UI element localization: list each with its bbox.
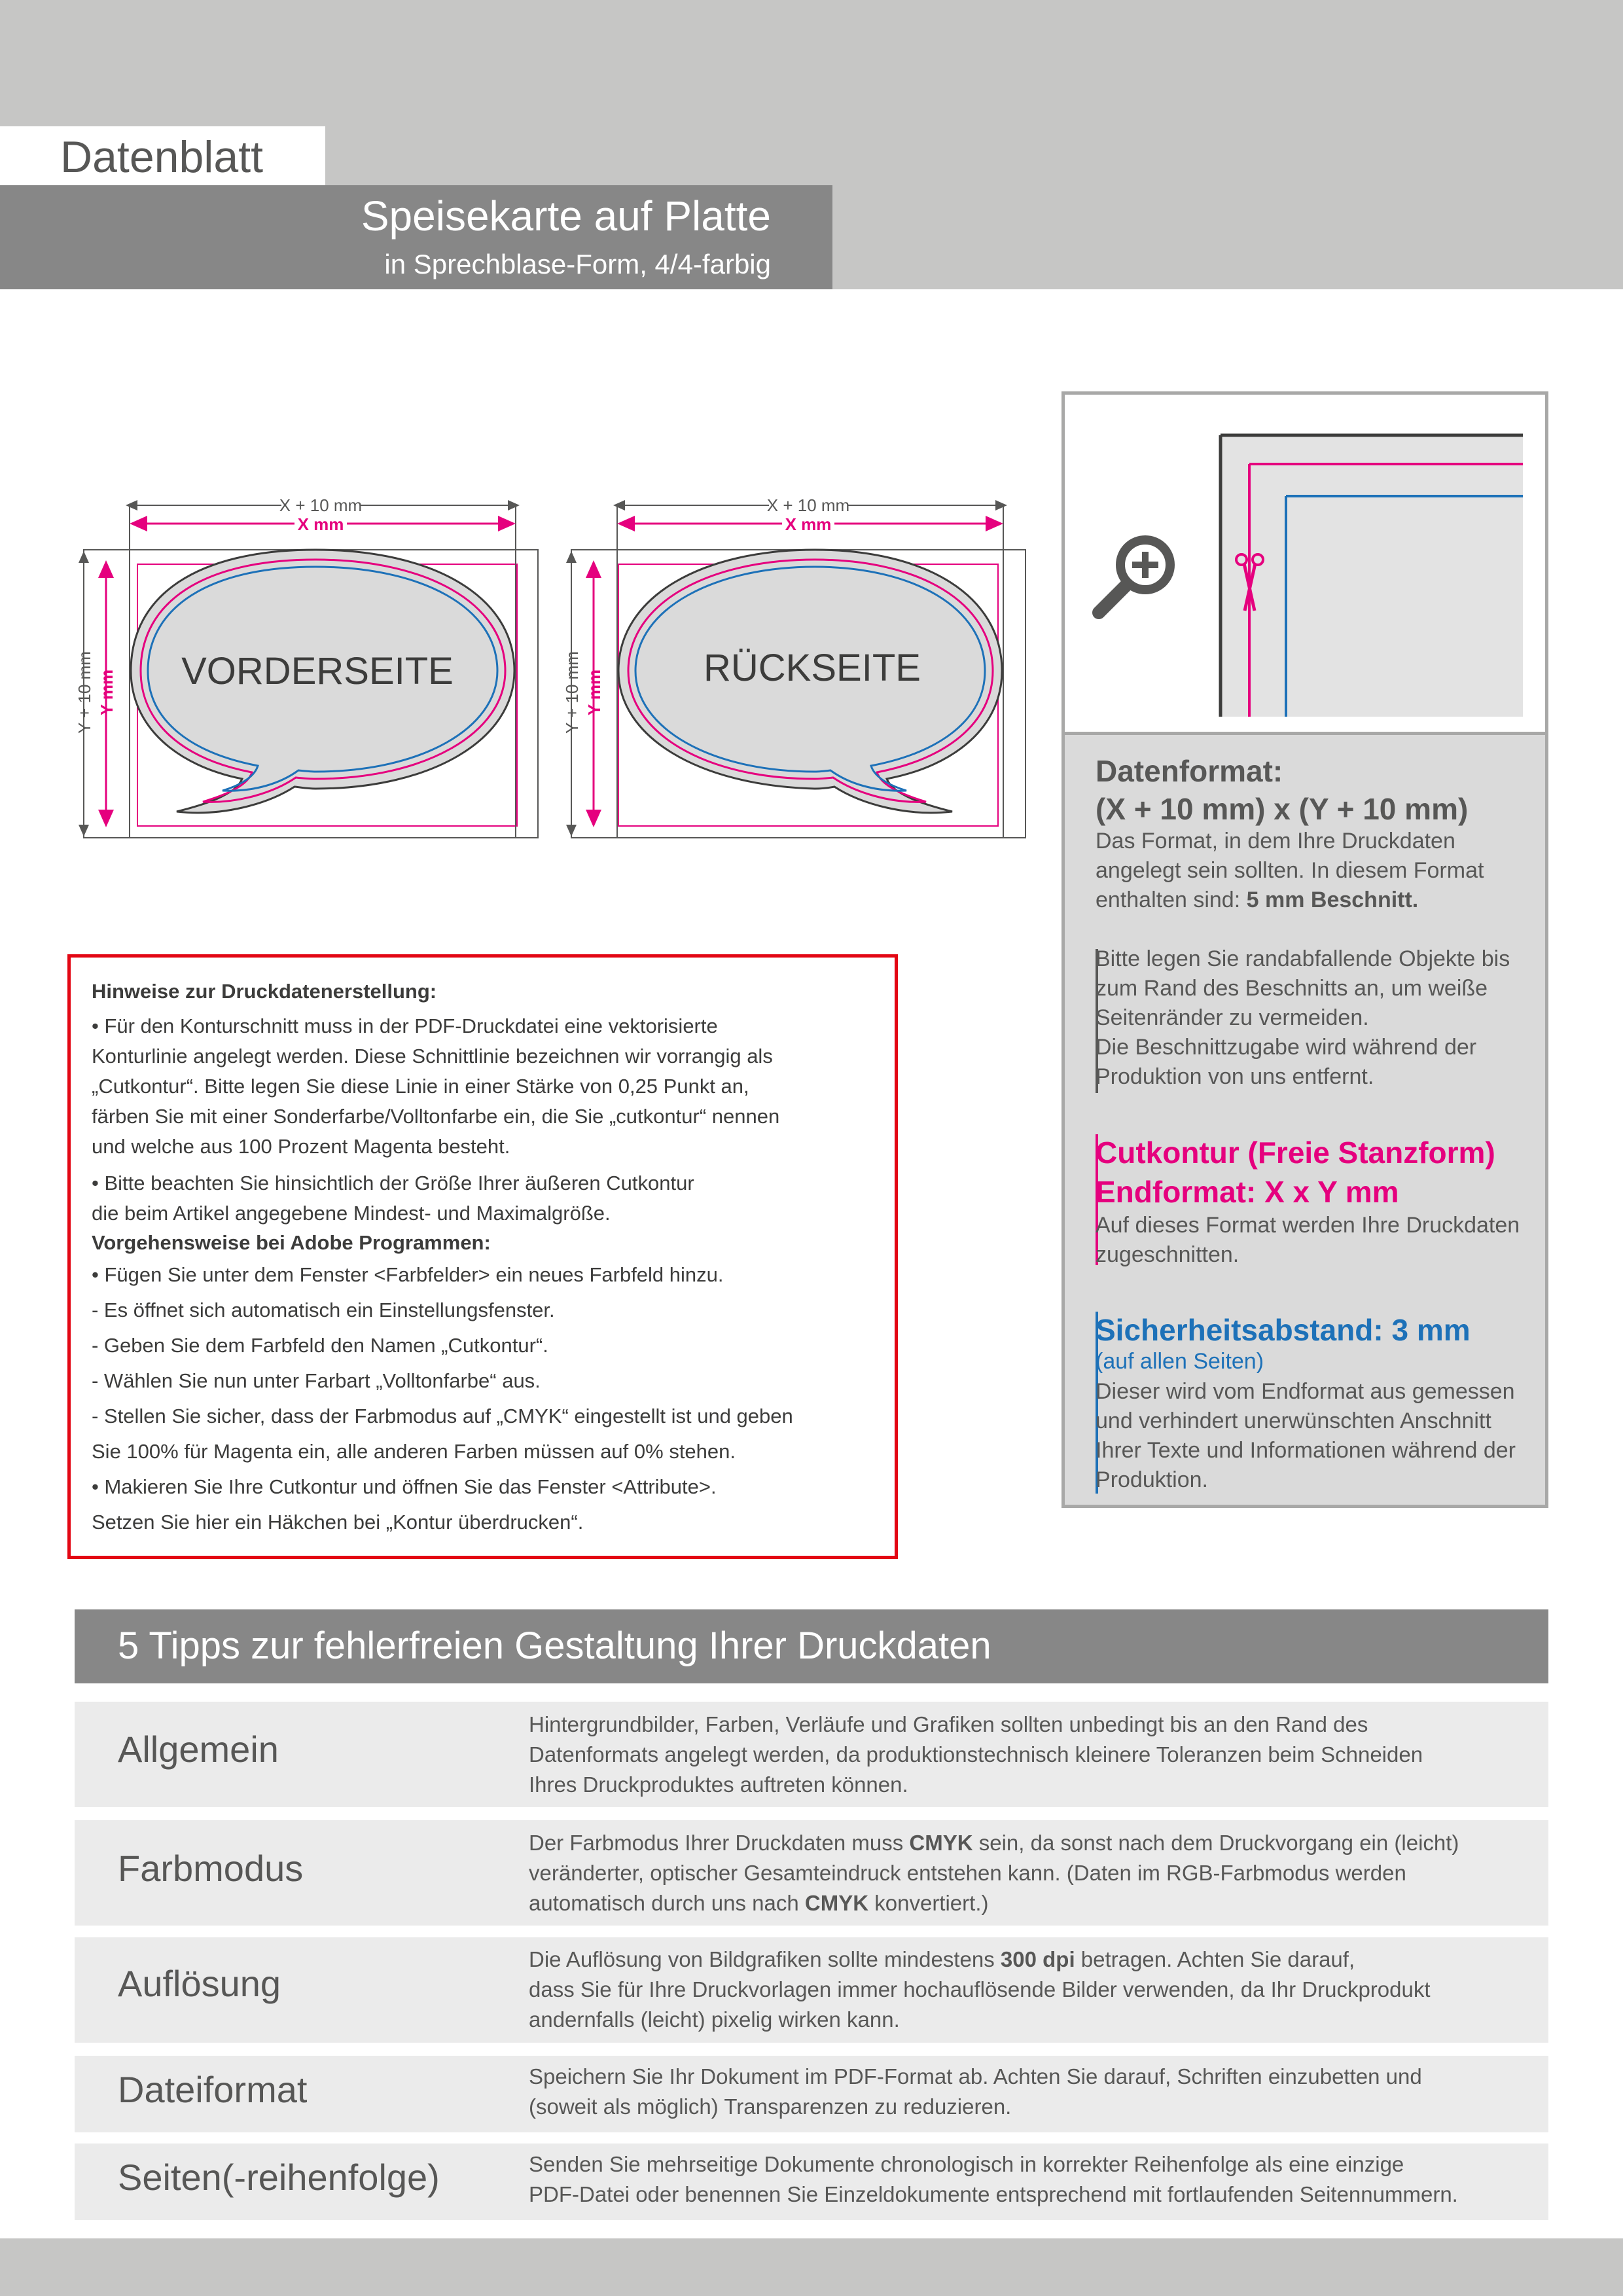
hint-line: „Cutkontur“. Bitte legen Sie diese Linie in einer Stärke von 0,25 Punkt an, xyxy=(92,1075,749,1098)
hint-line: Sie 100% für Magenta ein, alle anderen Farben müssen auf 0% stehen. xyxy=(92,1440,736,1463)
hint-line: • Für den Konturschnitt muss in der PDF-Druckdatei eine vektorisierte xyxy=(92,1014,718,1037)
front-width-inner: X mm xyxy=(297,514,344,534)
back-height-outer: Y + 10 mm xyxy=(562,651,582,734)
datenformat-line-3: enthalten sind: 5 mm Beschnitt. xyxy=(1096,888,1419,912)
cut-title-1: Cutkontur (Freie Stanzform) xyxy=(1096,1136,1495,1170)
datenformat-line-2: angelegt sein sollten. In diesem Format xyxy=(1096,858,1484,883)
tips-title: 5 Tipps zur fehlerfreien Gestaltung Ihrer Druckdaten xyxy=(118,1624,991,1667)
back-side-label: RÜCKSEITE xyxy=(704,647,921,689)
datenformat-value: (X + 10 mm) x (Y + 10 mm) xyxy=(1096,792,1469,826)
back-width-inner: X mm xyxy=(785,514,832,534)
tip-name: Seiten(-reihenfolge) xyxy=(118,2157,440,2198)
bleed-text-block xyxy=(1096,944,1510,1092)
tip-name: Dateiformat xyxy=(118,2069,308,2110)
hint-line: - Es öffnet sich automatisch ein Einstellungsfenster. xyxy=(92,1299,555,1321)
bleed-line: Produktion von uns entfernt. xyxy=(1096,1064,1374,1089)
product-subtitle: in Sprechblase-Form, 4/4-farbig xyxy=(384,249,771,279)
cut-line-1: Auf dieses Format werden Ihre Druckdaten xyxy=(1096,1213,1520,1238)
safety-title: Sicherheitsabstand: 3 mm xyxy=(1096,1313,1471,1347)
tip-text: Senden Sie mehrseitige Dokumente chronologisch in korrekter Reihenfolge als eine einzige PDF-Datei oder benennen Sie Einzeldokumente entsprechend mit fortlaufenden Seitennummern. xyxy=(529,2152,1458,2206)
bleed-line: Bitte legen Sie randabfallende Objekte bis xyxy=(1096,946,1510,971)
front-side-label: VORDERSEITE xyxy=(181,650,454,692)
hint-line: und welche aus 100 Prozent Magenta besteht. xyxy=(92,1135,510,1158)
datenformat-line-1: Das Format, in dem Ihre Druckdaten xyxy=(1096,829,1455,853)
zoom-in-icon xyxy=(1099,540,1170,613)
cut-title-2: Endformat: X x Y mm xyxy=(1096,1175,1399,1209)
tip-name: Allgemein xyxy=(118,1729,279,1770)
front-height-outer: Y + 10 mm xyxy=(75,651,94,734)
hint-content xyxy=(92,978,793,1540)
product-title: Speisekarte auf Platte xyxy=(361,192,771,240)
hint-line: • Makieren Sie Ihre Cutkontur und öffnen Sie das Fenster <Attribute>. xyxy=(92,1475,717,1498)
hint-line: Setzen Sie hier ein Häkchen bei „Kontur überdrucken“. xyxy=(92,1511,584,1534)
zoom-detail xyxy=(1065,395,1545,735)
hint-line: die beim Artikel angegebene Mindest- und Maximalgröße. xyxy=(92,1202,611,1225)
adobe-title: Vorgehensweise bei Adobe Programmen: xyxy=(92,1231,491,1254)
hint-line: - Wählen Sie nun unter Farbart „Volltonfarbe“ aus. xyxy=(92,1369,541,1392)
back-diagram xyxy=(562,495,1026,838)
footer-band xyxy=(0,2238,1623,2296)
bleed-line: Die Beschnittzugabe wird während der xyxy=(1096,1035,1477,1060)
bleed-line: zum Rand des Beschnitts an, um weiße xyxy=(1096,976,1488,1001)
back-width-outer: X + 10 mm xyxy=(766,495,850,515)
front-height-inner: Y mm xyxy=(97,669,116,716)
hint-line: • Fügen Sie unter dem Fenster <Farbfelder> ein neues Farbfeld hinzu. xyxy=(92,1263,724,1286)
safety-line-3: Ihrer Texte und Informationen während der xyxy=(1096,1438,1516,1463)
safety-sub: (auf allen Seiten) xyxy=(1096,1349,1264,1374)
tip-text: Die Auflösung von Bildgrafiken sollte mindestens 300 dpi betragen. Achten Sie darauf, dass Sie für Ihre Druckvorlagen immer hochauflösende Bilder verwenden, da Ihr Druckprodukt andernfalls (leicht) pixelig wirken kann. xyxy=(529,1947,1431,2032)
hint-line: - Stellen Sie sicher, dass der Farbmodus auf „CMYK“ eingestellt ist und geben xyxy=(92,1405,793,1427)
safety-line-2: und verhindert unerwünschten Anschnitt xyxy=(1096,1408,1491,1433)
front-width-outer: X + 10 mm xyxy=(279,495,363,515)
datenformat-title: Datenformat: xyxy=(1096,754,1283,788)
bleed-amount: 5 mm Beschnitt. xyxy=(1246,888,1419,912)
hint-line: Konturlinie angelegt werden. Diese Schnittlinie bezeichnen wir vorrangig als xyxy=(92,1045,773,1067)
safety-line-4: Produktion. xyxy=(1096,1467,1208,1492)
bleed-line: Seitenränder zu vermeiden. xyxy=(1096,1005,1369,1030)
tip-text: Der Farbmodus Ihrer Druckdaten muss CMYK sein, da sonst nach dem Druckvorgang ein (leicht) veränderter, optischer Gesamteindruck entstehen kann. (Daten im RGB-Farbmodus werden automatisch durch uns nach CMYK konvertiert.) xyxy=(529,1831,1459,1915)
back-height-inner: Y mm xyxy=(584,669,604,716)
hint-line: - Geben Sie dem Farbfeld den Namen „Cutkontur“. xyxy=(92,1334,548,1357)
hint-line: färben Sie mit einer Sonderfarbe/Volltonfarbe ein, die Sie „cutkontur“ nennen xyxy=(92,1105,780,1128)
tip-text: Speichern Sie Ihr Dokument im PDF-Format ab. Achten Sie darauf, Schriften einzubetten und (soweit als möglich) Transparenzen zu reduzieren. xyxy=(529,2064,1422,2119)
tip-name: Farbmodus xyxy=(118,1848,304,1889)
hint-title: Hinweise zur Druckdatenerstellung: xyxy=(92,980,437,1003)
safety-line-1: Dieser wird vom Endformat aus gemessen xyxy=(1096,1379,1515,1404)
hint-line: • Bitte beachten Sie hinsichtlich der Größe Ihrer äußeren Cutkontur xyxy=(92,1172,694,1194)
tip-name: Auflösung xyxy=(118,1963,281,2004)
format-diagrams xyxy=(65,484,1034,851)
cut-line-2: zugeschnitten. xyxy=(1096,1242,1240,1267)
tip-text: Hintergrundbilder, Farben, Verläufe und Grafiken sollten unbedingt bis an den Rand des Datenformats angelegt werden, da produktionstechnisch kleinere Toleranzen beim Schneiden Ihres Druckproduktes auftreten können. xyxy=(529,1712,1423,1797)
datasheet-label: Datenblatt xyxy=(60,132,263,182)
front-diagram xyxy=(75,495,538,838)
